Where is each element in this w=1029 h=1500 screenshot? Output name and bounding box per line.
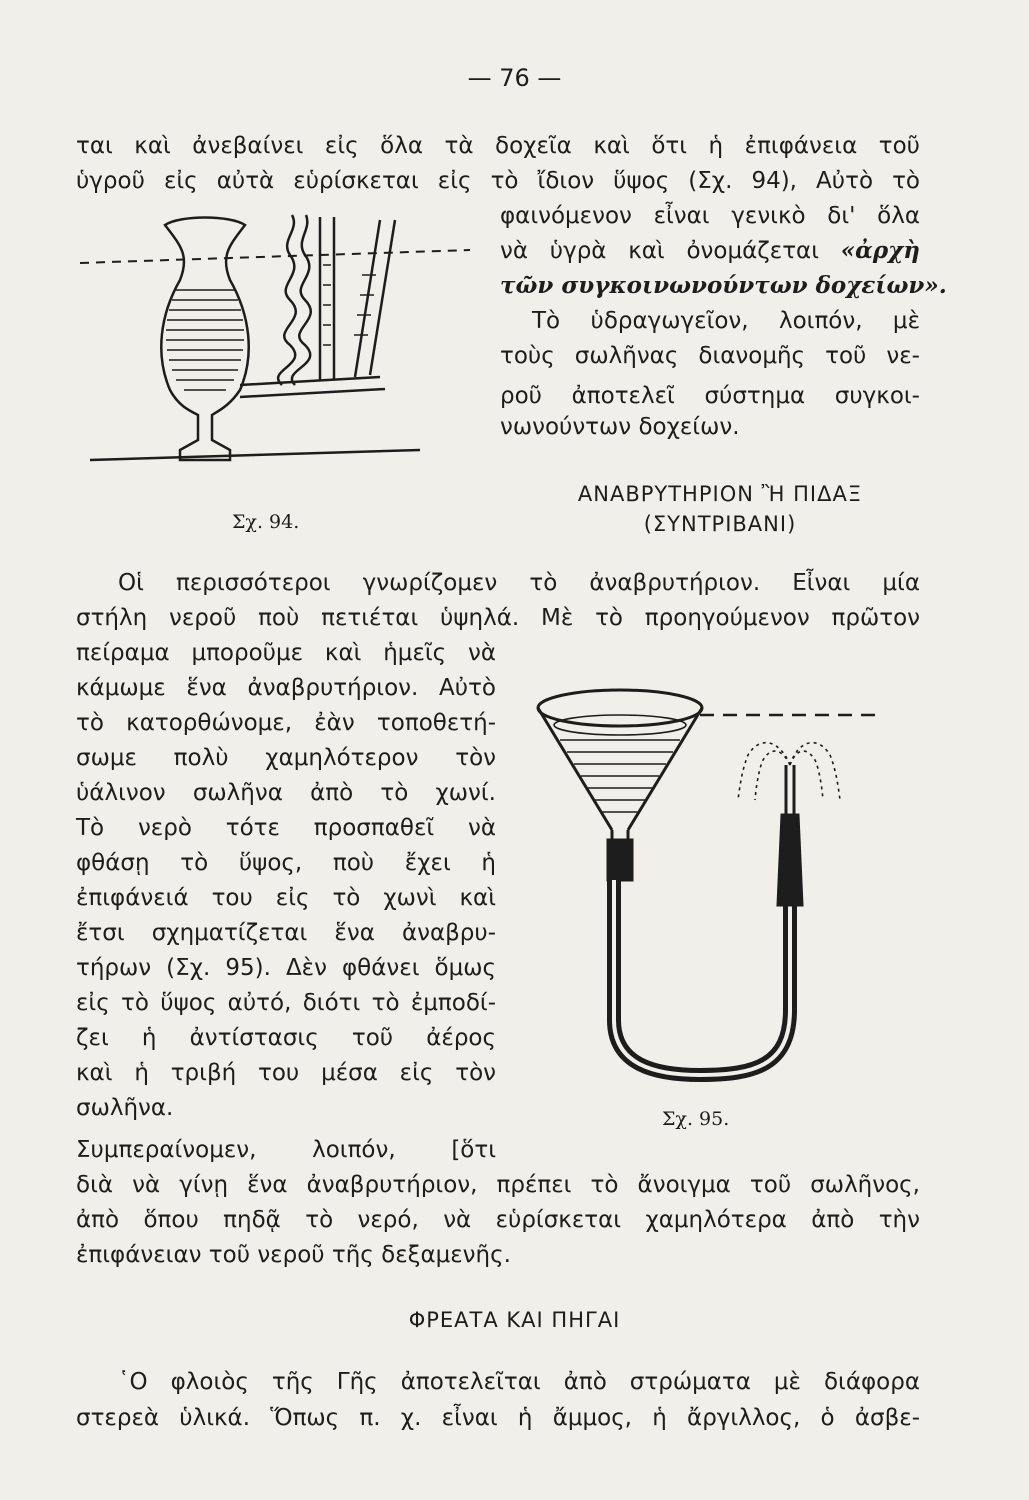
text-line: πείραμα μποροῦμε καὶ ἡμεῖς νὰ bbox=[76, 640, 496, 666]
text-line bbox=[500, 236, 920, 266]
text-line: στερεὰ ὑλικά. Ὅπως π. χ. εἶναι ἡ ἄμμος, ἡ ἄργιλλος, ὁ ἀσβε- bbox=[76, 1405, 920, 1431]
italic-term: «ἀρχὴ bbox=[840, 237, 920, 264]
page-number: — 76 — bbox=[467, 64, 562, 92]
text-line: ται καὶ ἀνεβαίνει εἰς ὅλα τὰ δοχεῖα καὶ ὅτι ἡ ἐπιφάνεια τοῦ bbox=[76, 133, 920, 159]
text-line: φαινόμενον εἶναι γενικὸ δι' ὅλα bbox=[500, 203, 920, 229]
text-line: ζει ἡ ἀντίστασις τοῦ ἀέρος bbox=[76, 1025, 496, 1051]
figure-caption: Σχ. 95. bbox=[662, 1108, 730, 1130]
text-line: κάμωμε ἕνα ἀναβρυτήριον. Αὐτὸ bbox=[76, 675, 496, 701]
text-line: ροῦ ἀποτελεῖ σύστημα συγκοι- bbox=[500, 383, 920, 409]
text-line: Τὸ ὑδραγωγεῖον, λοιπόν, μὲ bbox=[532, 308, 920, 334]
text-line: τὸ κατορθώνομε, ἐὰν τοποθετή- bbox=[76, 710, 496, 736]
text-line: ἀπὸ ὅπου πηδᾷ τὸ νερό, νὰ εὑρίσκεται χαμηλότερα ἀπὸ τὴν bbox=[76, 1207, 920, 1233]
text-line: καὶ ἡ τριβή του μέσα εἰς τὸν bbox=[76, 1060, 496, 1086]
text-line: ῾Ο φλοιὸς τῆς Γῆς ἀποτελεῖται ἀπὸ στρώματα μὲ διάφορα bbox=[118, 1369, 920, 1395]
text-line: εἰς τὸ ὕψος αὐτό, διότι τὸ ἐμποδί- bbox=[76, 990, 496, 1016]
text-line: τήρων (Σχ. 95). Δὲν φθάνει ὅμως bbox=[76, 955, 496, 981]
figure-caption: Σχ. 94. bbox=[232, 511, 300, 533]
text-line: νωνούντων δοχείων. bbox=[500, 414, 740, 440]
text-line: Οἱ περισσότεροι γνωρίζομεν τὸ ἀναβρυτήριον. Εἶναι μία bbox=[118, 570, 920, 596]
text-line: ἔτσι σχηματίζεται ἕνα ἀναβρυ- bbox=[76, 920, 496, 946]
text-line: τοὺς σωλῆνας διανομῆς τοῦ νε- bbox=[500, 343, 920, 369]
text-line: σωλῆνα. bbox=[76, 1095, 174, 1121]
text-line: Συμπεραίνομεν, λοιπόν, [ὅτι bbox=[76, 1137, 496, 1163]
text-span: νὰ ὑγρὰ καὶ ὀνομάζεται bbox=[500, 238, 841, 264]
section-heading: ΦΡΕΑΤΑ ΚΑΙ ΠΗΓΑΙ bbox=[408, 1308, 621, 1332]
text-line: φθάσῃ τὸ ὕψος, ποὺ ἔχει ἡ bbox=[76, 850, 496, 876]
text-line: στήλη νεροῦ ποὺ πετιέται ὑψηλά. Μὲ τὸ προηγούμενον πρῶτον bbox=[76, 605, 920, 631]
communicating-vessels-illustration bbox=[80, 205, 500, 475]
text-line: Τὸ νερὸ τότε προσπαθεῖ νὰ bbox=[76, 815, 496, 841]
italic-term-line: τῶν συγκοινωνούντων δοχείων». bbox=[500, 272, 947, 299]
text-line: ἐπιφάνειά του εἰς τὸ χωνὶ καὶ bbox=[76, 885, 496, 911]
text-line: ὑάλινον σωλῆνα ἀπὸ τὸ χωνί. bbox=[76, 780, 496, 806]
text-line: σωμε πολὺ χαμηλότερον τὸν bbox=[76, 745, 496, 771]
section-heading: ΑΝΑΒΡΥΤΗΡΙΟΝ Ἢ ΠΙΔΑΞ bbox=[577, 482, 863, 506]
fountain-funnel-illustration bbox=[520, 670, 880, 1090]
text-line: ἐπιφάνειαν τοῦ νεροῦ τῆς δεξαμενῆς. bbox=[76, 1242, 511, 1268]
text-line: ὑγροῦ εἰς αὐτὰ εὑρίσκεται εἰς τὸ ἴδιον ὕψος (Σχ. 94), Αὐτὸ τὸ bbox=[76, 168, 920, 194]
text-line: διὰ νὰ γίνῃ ἕνα ἀναβρυτήριον, πρέπει τὸ ἄνοιγμα τοῦ σωλῆνος, bbox=[76, 1172, 920, 1198]
section-heading-sub: (ΣΥΝΤΡΙΒΑΝΙ) bbox=[643, 512, 797, 536]
